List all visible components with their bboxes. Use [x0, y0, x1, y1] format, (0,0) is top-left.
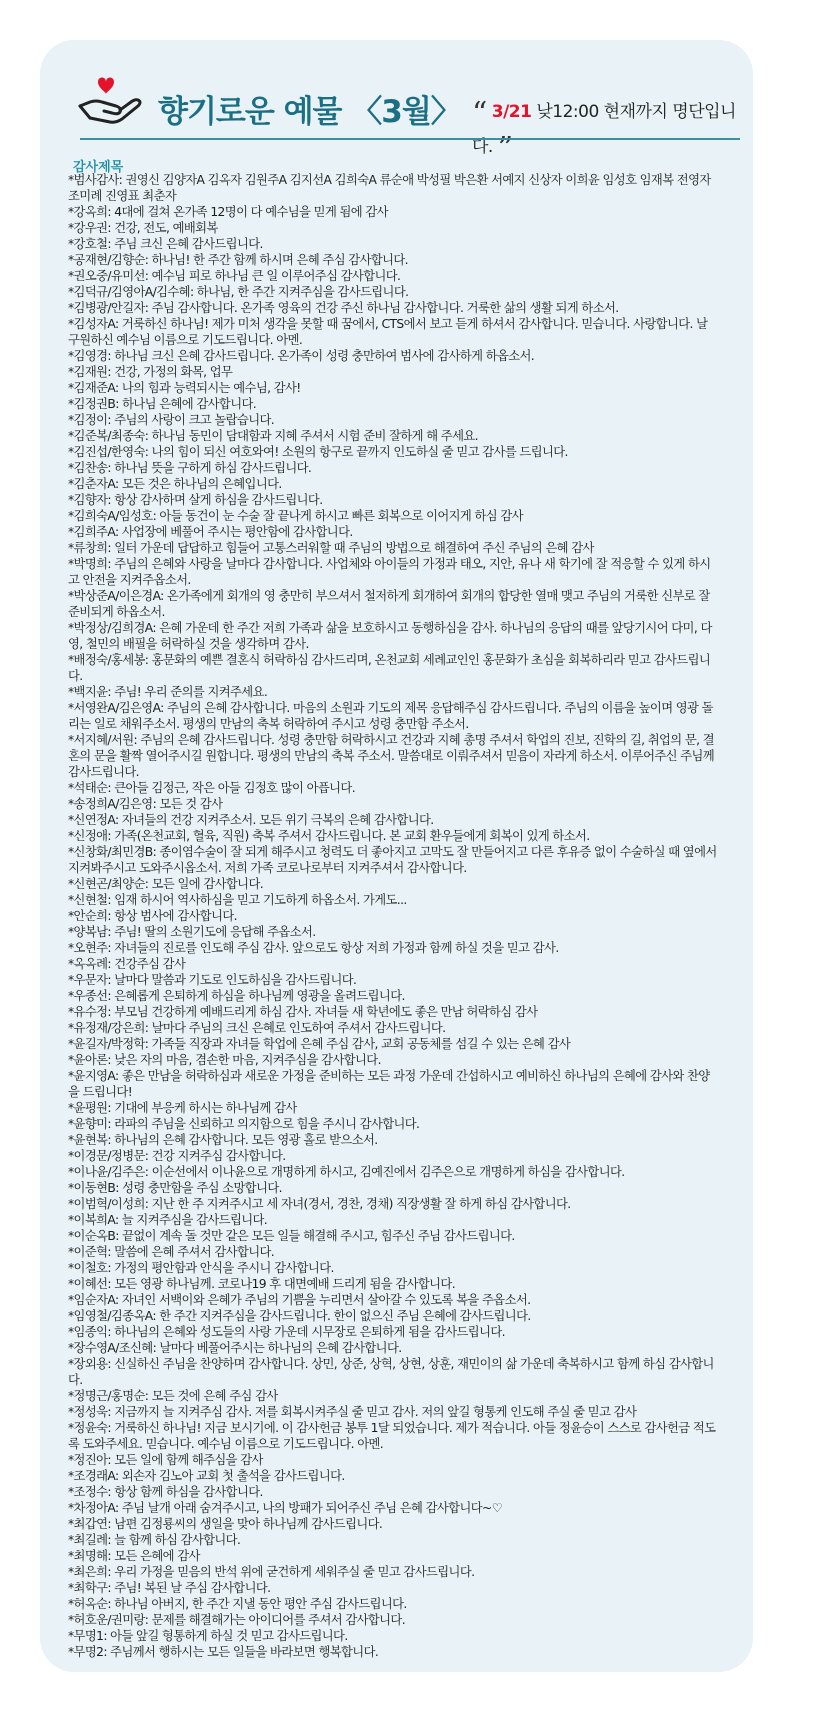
- list-item: *최은희: 우리 가정을 믿음의 반석 위에 굳건하게 세워주실 줄 믿고 감사드립니다.: [68, 1565, 475, 1579]
- list-item: *신창화/최민경B: 종이염수술이 잘 되게 해주시고 청력도 더 좋아지고 고막도 잘 만들어지고 다른 후유증 없이 수술하실 때 옆에서 지켜봐주시고 도와주시옵소서. 저희 가족 코로나로부터 지켜주셔서 감사합니다.: [68, 845, 717, 875]
- list-item: *범사감사: 권영신 김양자A 김옥자 김원주A 김지선A 김희숙A 류순애 박성필 박은환 서예지 신상자 이희윤 임성호 임재복 전영자 조미례 진영표 최춘자: [68, 173, 711, 203]
- list-item: *무명2: 주님께서 행하시는 모든 일들을 바라보면 행복합니다.: [68, 1645, 379, 1659]
- list-item: *박정상/김희경A: 은혜 가운데 한 주간 저희 가족과 삶을 보호하시고 동행하심을 감사. 하나님의 응답의 때를 앞당기시어 다미, 다영, 철민의 배필을 허락하실 것을 생각하며 감사.: [68, 621, 712, 651]
- list-item: *윤현복: 하나님의 은혜 감사합니다. 모든 영광 홀로 받으소서.: [68, 1133, 378, 1147]
- list-item: *장외용: 신실하신 주님을 찬양하며 감사합니다. 상민, 상준, 상혁, 상현, 상훈, 재민이의 삶 가운데 축복하시고 함께 하심 감사합니다.: [68, 1357, 714, 1387]
- list-item: *신연정A: 자녀들의 건강 지켜주소서. 모든 위기 극복의 은혜 감사합니다.: [68, 813, 434, 827]
- thanks-list: [68, 172, 718, 1660]
- list-item: *안순희: 항상 범사에 감사합니다.: [68, 909, 237, 923]
- list-item: *김준복/최종숙: 하나님 동민이 담대함과 지혜 주셔서 시험 준비 잘하게 해 주세요.: [68, 429, 478, 443]
- list-item: *장수영A/조신혜: 날마다 베풀어주시는 하나님의 은혜 감사합니다.: [68, 1341, 402, 1355]
- list-item: *김병광/안길자: 주님 감사합니다. 온가족 영육의 건강 주신 하나님 감사합니다. 거룩한 삶의 생활 되게 하소서.: [68, 301, 619, 315]
- list-item: *유정재/강은희: 날마다 주님의 크신 은혜로 인도하여 주셔서 감사드립니다.: [68, 1021, 446, 1035]
- list-item: *신현철: 임재 하시어 역사하심을 믿고 기도하게 하옵소서. 가게도...: [68, 893, 407, 907]
- list-item: *이범혁/이성희: 지난 한 주 지켜주시고 세 자녀(경서, 경찬, 경채) 직장생활 잘 하게 하심 감사합니다.: [68, 1197, 571, 1211]
- list-item: *김덕규/김영아A/김수혜: 하나님, 한 주간 지켜주심을 감사드립니다.: [68, 285, 409, 299]
- list-item: *류창희: 일터 가운데 답답하고 힘들어 고통스러워할 때 주님의 방법으로 해결하여 주신 주님의 은혜 감사: [68, 541, 594, 555]
- list-item: *조경래A: 외손자 김노아 교회 첫 출석을 감사드립니다.: [68, 1469, 345, 1483]
- list-item: *김영경: 하나님 크신 은혜 감사드립니다. 온가족이 성령 충만하여 범사에 감사하게 하옵소서.: [68, 349, 535, 363]
- open-quote: “: [472, 96, 487, 131]
- list-item: *김재원: 건강, 가정의 화목, 업무: [68, 365, 233, 379]
- list-item: *이복희A: 늘 지켜주심을 감사드립니다.: [68, 1213, 268, 1227]
- list-item: *강옥희: 4대에 걸쳐 온가족 12명이 다 예수님을 믿게 됨에 감사: [68, 205, 388, 219]
- list-item: *무명1: 아들 앞길 형통하게 하실 것 믿고 감사드립니다.: [68, 1629, 348, 1643]
- list-item: *이나윤/김주은: 이순선에서 이나윤으로 개명하게 하시고, 김예진에서 김주은으로 개명하게 하심을 감사합니다.: [68, 1165, 625, 1179]
- list-item: *김춘자A: 모든 것은 하나님의 은혜입니다.: [68, 477, 282, 491]
- list-item: *최학구: 주님! 복된 날 주심 감사합니다.: [68, 1581, 271, 1595]
- list-item: *김정권B: 하나님 은혜에 감사합니다.: [68, 397, 257, 411]
- list-item: *김성자A: 거룩하신 하나님! 제가 미처 생각을 못할 때 꿈에서, CTS에서 보고 듣게 하셔서 감사합니다. 믿습니다. 사랑합니다. 날 구원하신 예수님 이름으로 기도드립니다. 아멘.: [68, 317, 708, 347]
- list-item: *최갑연: 남편 김정룡씨의 생일을 맞아 하나님께 감사드립니다.: [68, 1517, 383, 1531]
- list-item: *윤향미: 라파의 주님을 신뢰하고 의지함으로 힘을 주시니 감사합니다.: [68, 1117, 420, 1131]
- list-item: *임종익: 하나님의 은혜와 성도들의 사랑 가운데 시무장로 은퇴하게 됨을 감사드립니다.: [68, 1325, 505, 1339]
- header-divider: [80, 138, 740, 140]
- notice-date: 3/21: [491, 102, 532, 122]
- list-item: *양복남: 주님! 딸의 소원기도에 응답해 주옵소서.: [68, 925, 316, 939]
- list-item: *조정수: 항상 함께 하심을 감사합니다.: [68, 1485, 263, 1499]
- list-item: *강우권: 건강, 전도, 예배회복: [68, 221, 218, 235]
- list-item: *정명근/홍명순: 모든 것에 은혜 주심 감사: [68, 1389, 278, 1403]
- list-item: *이철호: 가정의 평안함과 안식을 주시니 감사합니다.: [68, 1261, 334, 1275]
- list-item: *서지혜/서원: 주님의 은혜 감사드립니다. 성령 충만함 허락하시고 건강과 지혜 총명 주셔서 학업의 진보, 진학의 길, 취업의 문, 결혼의 문을 활짝 열어주시길 원합니다. 평생의 만남의 축복 주소서. 말씀대로 이뤄주셔서 믿음이 자라게 하소서. 이루어주신 주님께 감사드립니다.: [68, 733, 715, 779]
- list-item: *정윤숙: 거룩하신 하나님! 지금 보시기에. 이 감사헌금 봉투 1달 되었습니다. 제가 적습니다. 아들 정윤승이 스스로 감사헌금 적도록 도와주세요. 믿습니다. 예수님 이름으로 기도드립니다. 아멘.: [68, 1421, 716, 1451]
- list-item: *김진섭/한영숙: 나의 힘이 되신 여호와여! 소원의 항구로 끝까지 인도하실 줄 믿고 감사를 드립니다.: [68, 445, 568, 459]
- list-item: *공재현/김향순: 하나님! 한 주간 함께 하시며 은혜 주심 감사합니다.: [68, 253, 408, 267]
- list-item: *배정숙/홍세봉: 홍문화의 예쁜 결혼식 허락하심 감사드리며, 온천교회 세례교인인 홍문화가 초심을 회복하리라 믿고 감사드립니다.: [68, 653, 711, 683]
- list-item: *정진아: 모든 일에 함께 해주심을 감사: [68, 1453, 263, 1467]
- heart-hand-icon: [76, 72, 144, 128]
- list-item: *최명해: 모든 은혜에 감사: [68, 1549, 200, 1563]
- close-quote: ”: [497, 131, 513, 166]
- list-item: *이순옥B: 끝없이 계속 돌 것만 같은 모든 일들 해결해 주시고, 힘주신 주님 감사드립니다.: [68, 1229, 515, 1243]
- list-item: *서영완A/김은영A: 주님의 은혜 감사합니다. 마음의 소원과 기도의 제목 응답해주심 감사드립니다. 주님의 이름을 높이며 영광 돌리는 일로 채워주소서. 평생의 만남의 축복 허락하여 주시고 성령 충만함 주소서.: [68, 701, 713, 731]
- list-item: *허호운/권미랑: 문제를 해결해가는 아이디어를 주셔서 감사합니다.: [68, 1613, 406, 1627]
- list-item: *김향자: 항상 감사하며 살게 하심을 감사드립니다.: [68, 493, 323, 507]
- list-item: *윤지영A: 좋은 만남을 허락하심과 새로운 가정을 준비하는 모든 과정 가운데 간섭하시고 예비하신 하나님의 은혜에 감사와 찬양을 드립니다!: [68, 1069, 710, 1099]
- list-item: *오현주: 자녀들의 진로를 인도해 주심 감사. 앞으로도 항상 저희 가정과 함께 하실 것을 믿고 감사.: [68, 941, 559, 955]
- list-item: *허옥순: 하나님 아버지, 한 주간 지낼 동안 평안 주심 감사드립니다.: [68, 1597, 407, 1611]
- list-item: *이동현B: 성령 충만함을 주심 소망합니다.: [68, 1181, 282, 1195]
- list-item: *강호철: 주님 크신 은혜 감사드립니다.: [68, 237, 263, 251]
- notice-text: 낮12:00 현재까지 명단입니다.: [472, 102, 736, 157]
- list-item: *김정이: 주님의 사랑이 크고 놀랍습니다.: [68, 413, 275, 427]
- list-item: *박명희: 주님의 은혜와 사랑을 날마다 감사합니다. 사업체와 아이들의 가정과 태오, 지안, 유나 새 학기에 잘 적응할 수 있게 하시고 안전을 지켜주옵소서.: [68, 557, 711, 587]
- list-item: *박상준A/이은경A: 온가족에게 회개의 영 충만히 부으셔서 철저하게 회개하여 회개의 합당한 열매 맺고 주님의 거룩한 신부로 잘 준비되게 하옵소서.: [68, 589, 710, 619]
- list-item: *이준혁: 말씀에 은혜 주셔서 감사합니다.: [68, 1245, 275, 1259]
- list-item: *유수정: 부모님 건강하게 예배드리게 하심 감사. 자녀들 새 학년에도 좋은 만남 허락하심 감사: [68, 1005, 538, 1019]
- list-item: *옥옥례: 건강주심 감사: [68, 957, 186, 971]
- list-item: *이경문/정병문: 건강 지켜주심 감사합니다.: [68, 1149, 286, 1163]
- list-item: *김재준A: 나의 힘과 능력되시는 예수님, 감사!: [68, 381, 301, 395]
- list-item: *김희주A: 사업장에 베풀어 주시는 평안함에 감사합니다.: [68, 525, 353, 539]
- list-item: *윤아론: 낮은 자의 마음, 겸손한 마음, 지켜주심을 감사합니다.: [68, 1053, 381, 1067]
- list-item: *우종선: 은혜롭게 은퇴하게 하심을 하나님께 영광을 올려드립니다.: [68, 989, 405, 1003]
- page-title: 향기로운 예물 〈3월〉: [158, 94, 461, 130]
- list-item: *김희숙A/임성호: 아들 동건이 눈 수술 잘 끝나게 하시고 빠른 회복으로 이어지게 하심 감사: [68, 509, 523, 523]
- list-item: *권오중/유미선: 예수님 피로 하나님 큰 일 이루어주심 감사합니다.: [68, 269, 401, 283]
- list-item: *김찬송: 하나님 뜻을 구하게 하심 감사드립니다.: [68, 461, 312, 475]
- list-item: *윤평원: 기대에 부응케 하시는 하나님께 감사: [68, 1101, 297, 1115]
- list-item: *신현곤/최양순: 모든 일에 감사합니다.: [68, 877, 264, 891]
- list-item: *우문자: 날마다 말씀과 기도로 인도하심을 감사드립니다.: [68, 973, 357, 987]
- section-title: 감사제목: [73, 160, 124, 175]
- list-item: *임영철/김종옥A: 한 주간 지켜주심을 감사드립니다. 한이 없으신 주님 은혜에 감사드립니다.: [68, 1309, 531, 1323]
- list-item: *최길례: 늘 함께 하심 감사합니다.: [68, 1533, 241, 1547]
- list-item: *송정희A/김은영: 모든 것 감사: [68, 797, 223, 811]
- list-item: *석태순: 큰아들 김정근, 작은 아들 김정호 많이 아픕니다.: [68, 781, 356, 795]
- list-item: *이혜선: 모든 영광 하나님께. 코로나19 후 대면예배 드리게 됨을 감사합니다.: [68, 1277, 456, 1291]
- status-notice: [472, 96, 753, 166]
- list-item: *윤길자/박정학: 가족들 직장과 자녀들 학업에 은혜 주심 감사, 교회 공동체를 섬길 수 있는 은혜 감사: [68, 1037, 571, 1051]
- list-item: *신정애: 가족(온천교회, 혈육, 직원) 축복 주셔서 감사드립니다. 본 교회 환우들에게 회복이 있게 하소서.: [68, 829, 590, 843]
- list-item: *차정아A: 주님 날개 아래 숨겨주시고, 나의 방패가 되어주신 주님 은혜 감사합니다~♡: [68, 1501, 503, 1515]
- list-item: *임순자A: 자녀인 서백이와 은혜가 주님의 기쁨을 누리면서 살아갈 수 있도록 복을 주옵소서.: [68, 1293, 531, 1307]
- header: [40, 40, 753, 166]
- list-item: *백지윤: 주님! 우리 준의를 지켜주세요.: [68, 685, 268, 699]
- list-item: *정성욱: 지금까지 늘 지켜주심 감사. 저를 회복시켜주실 줄 믿고 감사. 저의 앞길 형통케 인도해 주실 줄 믿고 감사: [68, 1405, 637, 1419]
